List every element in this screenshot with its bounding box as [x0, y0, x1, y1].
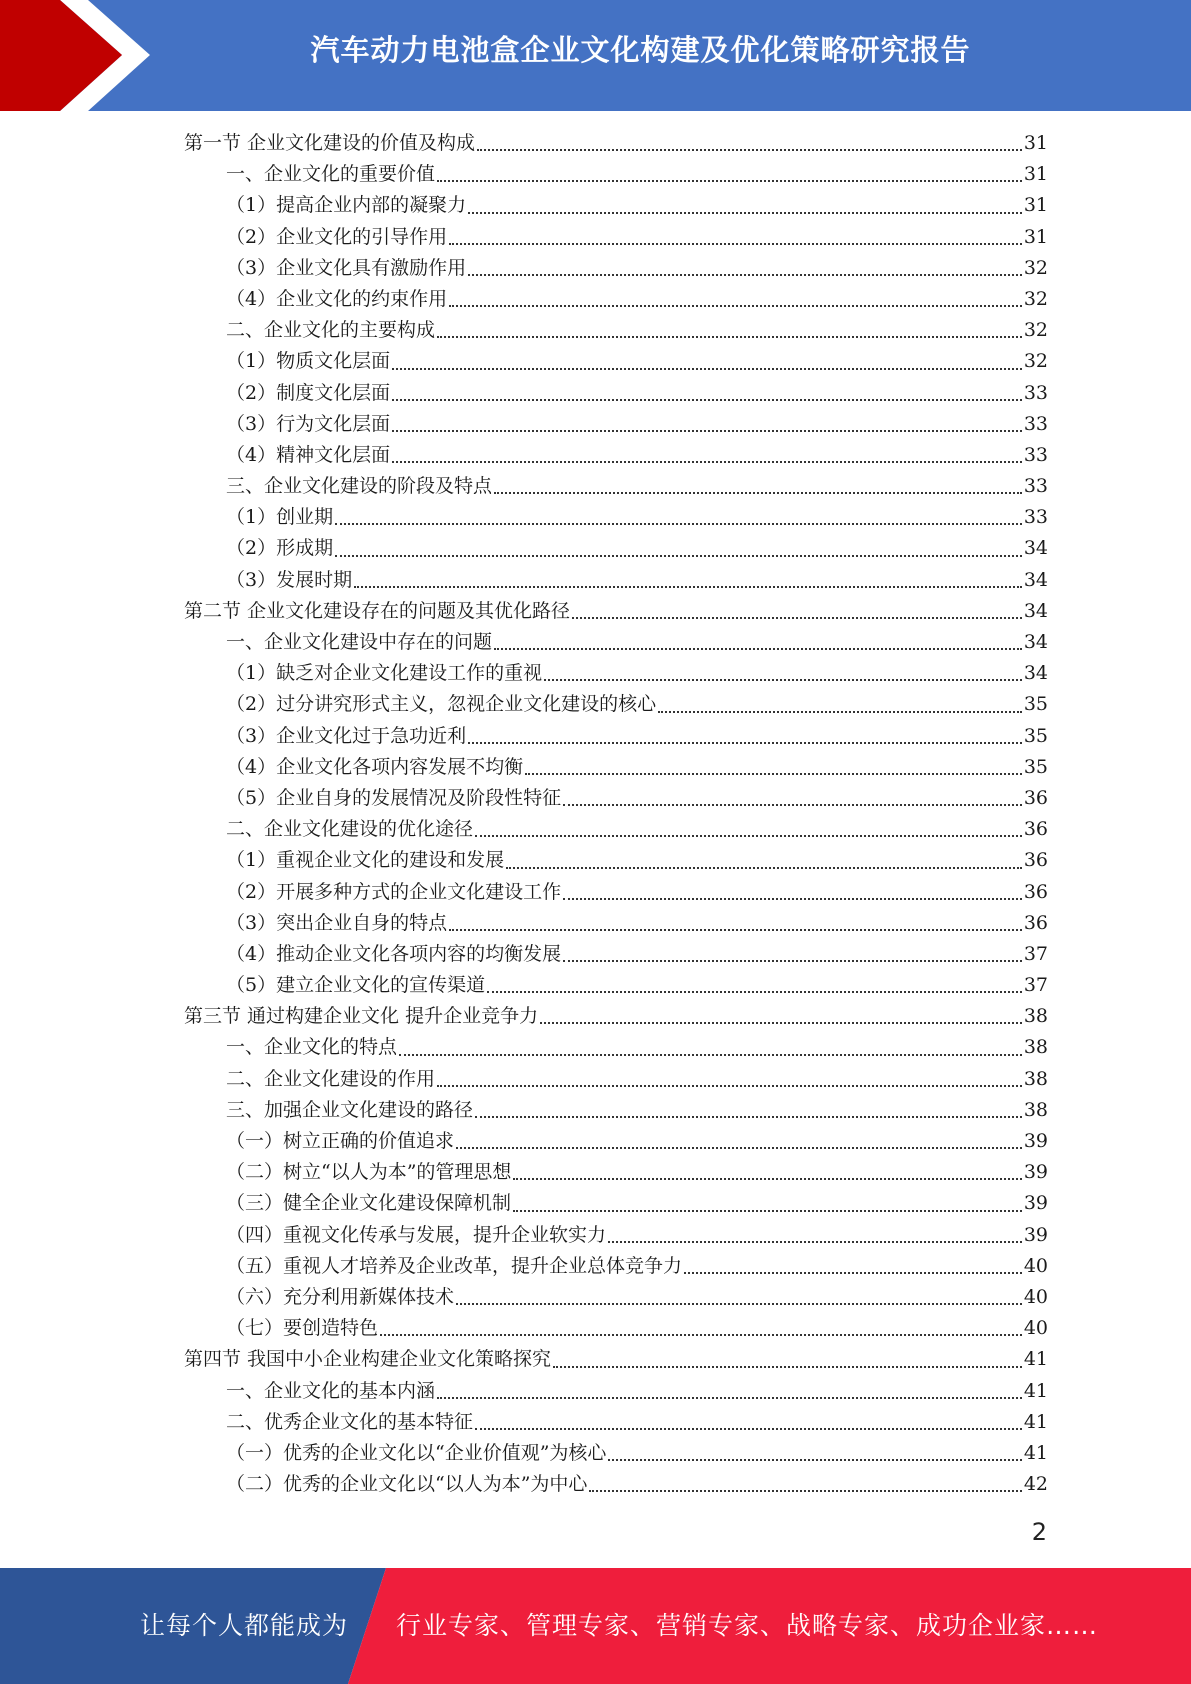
toc-dot-leader	[335, 554, 1022, 557]
toc-entry-title: （2）开展多种方式的企业文化建设工作	[226, 880, 562, 903]
toc-dot-leader	[475, 1115, 1022, 1118]
page-header	[0, 0, 1191, 111]
toc-entry[interactable]	[184, 409, 1048, 440]
toc-entry[interactable]	[184, 845, 1048, 876]
toc-entry[interactable]	[184, 1095, 1048, 1126]
toc-dot-leader	[684, 1271, 1022, 1274]
toc-entry-title: （2）制度文化层面	[226, 381, 391, 404]
toc-entry-title: 二、企业文化建设的优化途径	[226, 818, 474, 841]
toc-dot-leader	[494, 491, 1022, 494]
toc-entry-page: 34	[1023, 537, 1048, 560]
toc-entry-title: 二、企业文化的主要构成	[226, 319, 436, 342]
toc-entry-page: 38	[1023, 1005, 1048, 1028]
toc-entry[interactable]	[184, 222, 1048, 253]
toc-entry-title: （3）企业文化过于急功近利	[226, 724, 467, 747]
toc-entry[interactable]	[184, 440, 1048, 471]
toc-entry[interactable]	[184, 939, 1048, 970]
toc-dot-leader	[563, 803, 1022, 806]
toc-entry-page: 41	[1023, 1441, 1048, 1464]
toc-entry[interactable]	[184, 627, 1048, 658]
toc-entry-title: （四）重视文化传承与发展，提升企业软实力	[226, 1223, 607, 1246]
toc-entry-title: 三、加强企业文化建设的路径	[226, 1098, 474, 1121]
toc-entry-page: 33	[1023, 506, 1048, 529]
toc-entry[interactable]	[184, 128, 1048, 159]
toc-dot-leader	[437, 335, 1022, 338]
toc-entry-page: 36	[1023, 880, 1048, 903]
toc-entry[interactable]	[184, 1469, 1048, 1500]
toc-entry[interactable]	[184, 253, 1048, 284]
toc-dot-leader	[608, 1240, 1022, 1243]
toc-entry-title: 一、企业文化的特点	[226, 1036, 398, 1059]
toc-entry[interactable]	[184, 1064, 1048, 1095]
toc-entry-page: 31	[1023, 225, 1048, 248]
toc-entry-page: 35	[1023, 693, 1048, 716]
toc-entry-title: （3）突出企业自身的特点	[226, 911, 448, 934]
toc-entry[interactable]	[184, 783, 1048, 814]
toc-dot-leader	[437, 1084, 1022, 1087]
document-title: 汽车动力电池盒企业文化构建及优化策略研究报告	[310, 33, 971, 67]
toc-entry-page: 39	[1023, 1223, 1048, 1246]
toc-dot-leader	[335, 522, 1022, 525]
toc-entry[interactable]	[184, 814, 1048, 845]
toc-entry-title: （2）企业文化的引导作用	[226, 225, 448, 248]
table-of-contents	[184, 128, 1048, 1500]
toc-dot-leader	[456, 1146, 1022, 1149]
toc-entry[interactable]	[184, 190, 1048, 221]
toc-entry-title: 三、企业文化建设的阶段及特点	[226, 475, 493, 498]
toc-entry[interactable]	[184, 658, 1048, 689]
toc-dot-leader	[572, 616, 1022, 619]
toc-entry-title: （2）形成期	[226, 537, 334, 560]
toc-entry-page: 41	[1023, 1348, 1048, 1371]
toc-entry-title: （3）企业文化具有激励作用	[226, 256, 467, 279]
toc-entry-page: 38	[1023, 1036, 1048, 1059]
toc-dot-leader	[506, 866, 1022, 869]
toc-entry-title: （3）发展时期	[226, 568, 353, 591]
toc-dot-leader	[354, 585, 1022, 588]
toc-entry-title: （5）企业自身的发展情况及阶段性特征	[226, 786, 562, 809]
toc-dot-leader	[525, 772, 1022, 775]
toc-entry[interactable]	[184, 1126, 1048, 1157]
toc-entry-page: 31	[1023, 194, 1048, 217]
page-footer	[0, 1568, 1191, 1684]
toc-entry-title: （六）充分利用新媒体技术	[226, 1285, 455, 1308]
toc-entry[interactable]	[184, 346, 1048, 377]
toc-entry-title: （3）行为文化层面	[226, 412, 391, 435]
toc-entry-page: 36	[1023, 911, 1048, 934]
toc-dot-leader	[477, 148, 1022, 151]
toc-dot-leader	[563, 959, 1022, 962]
toc-entry-page: 32	[1023, 319, 1048, 342]
toc-entry-page: 40	[1023, 1317, 1048, 1340]
toc-dot-leader	[494, 647, 1022, 650]
toc-entry-title: 二、企业文化建设的作用	[226, 1067, 436, 1090]
toc-dot-leader	[553, 1365, 1022, 1368]
toc-entry-page: 36	[1023, 818, 1048, 841]
toc-entry-page: 32	[1023, 256, 1048, 279]
toc-entry-page: 32	[1023, 350, 1048, 373]
toc-entry[interactable]	[184, 1188, 1048, 1219]
toc-entry[interactable]	[184, 378, 1048, 409]
toc-entry-title: （五）重视人才培养及企业改革，提升企业总体竞争力	[226, 1254, 683, 1277]
toc-entry[interactable]	[184, 565, 1048, 596]
toc-entry-page: 40	[1023, 1254, 1048, 1277]
toc-dot-leader	[468, 211, 1022, 214]
toc-entry[interactable]	[184, 1282, 1048, 1313]
toc-entry-page: 33	[1023, 475, 1048, 498]
toc-entry-page: 38	[1023, 1098, 1048, 1121]
toc-entry-title: （4）精神文化层面	[226, 443, 391, 466]
toc-entry[interactable]	[184, 1344, 1048, 1375]
toc-entry[interactable]	[184, 1220, 1048, 1251]
toc-entry-page: 33	[1023, 381, 1048, 404]
toc-entry-page: 36	[1023, 849, 1048, 872]
toc-entry[interactable]	[184, 284, 1048, 315]
toc-dot-leader	[540, 1021, 1022, 1024]
toc-entry-page: 39	[1023, 1130, 1048, 1152]
toc-entry-title: （1）物质文化层面	[226, 350, 391, 373]
toc-dot-leader	[437, 1396, 1022, 1399]
toc-dot-leader	[456, 1302, 1022, 1305]
toc-dot-leader	[392, 367, 1022, 370]
toc-dot-leader	[468, 741, 1022, 744]
toc-entry[interactable]	[184, 471, 1048, 502]
toc-entry-page: 34	[1023, 631, 1048, 653]
toc-entry-page: 37	[1023, 942, 1048, 965]
toc-entry[interactable]	[184, 908, 1048, 939]
toc-entry-title: 第二节 企业文化建设存在的问题及其优化路径	[184, 599, 571, 622]
toc-entry[interactable]	[184, 1407, 1048, 1438]
toc-dot-leader	[392, 429, 1022, 432]
toc-entry-page: 34	[1023, 599, 1048, 622]
toc-entry-title: （1）重视企业文化的建设和发展	[226, 849, 505, 872]
footer-slogan-right: 行业专家、管理专家、营销专家、战略专家、成功企业家……	[396, 1611, 1099, 1640]
toc-dot-leader	[513, 1177, 1021, 1180]
toc-entry-title: （七）要创造特色	[226, 1317, 379, 1340]
toc-entry[interactable]	[184, 502, 1048, 533]
toc-entry[interactable]	[184, 1001, 1048, 1032]
toc-entry-page: 41	[1023, 1379, 1048, 1402]
toc-entry[interactable]	[184, 970, 1048, 1001]
toc-dot-leader	[392, 398, 1022, 401]
toc-entry-title: （三）健全企业文化建设保障机制	[226, 1192, 512, 1215]
toc-entry-title: 一、企业文化建设中存在的问题	[226, 631, 493, 653]
toc-dot-leader	[487, 990, 1022, 993]
toc-entry-page: 33	[1023, 443, 1048, 466]
toc-entry[interactable]	[184, 1032, 1048, 1063]
toc-dot-leader	[513, 1209, 1022, 1212]
toc-dot-leader	[563, 897, 1022, 900]
toc-entry[interactable]	[184, 533, 1048, 564]
toc-entry-title: （二）树立“以人为本”的管理思想	[226, 1161, 512, 1184]
toc-entry-page: 38	[1023, 1067, 1048, 1090]
toc-entry-title: （一）优秀的企业文化以“企业价值观”为核心	[226, 1441, 607, 1464]
toc-dot-leader	[399, 1053, 1022, 1056]
toc-entry-title: （4）企业文化各项内容发展不均衡	[226, 755, 524, 778]
toc-entry-page: 31	[1023, 163, 1048, 186]
toc-dot-leader	[449, 242, 1022, 245]
toc-entry[interactable]	[184, 1438, 1048, 1469]
toc-entry-page: 40	[1023, 1285, 1048, 1308]
toc-entry[interactable]	[184, 596, 1048, 627]
toc-entry[interactable]	[184, 689, 1048, 720]
toc-dot-leader	[449, 304, 1022, 307]
toc-entry-title: 一、企业文化的重要价值	[226, 163, 436, 186]
toc-entry-title: 第三节 通过构建企业文化 提升企业竞争力	[184, 1005, 539, 1028]
toc-entry[interactable]	[184, 752, 1048, 783]
toc-entry-title: 一、企业文化的基本内涵	[226, 1379, 436, 1402]
toc-entry-page: 33	[1023, 412, 1048, 435]
toc-entry[interactable]	[184, 315, 1048, 346]
toc-entry-title: （一）树立正确的价值追求	[226, 1130, 455, 1152]
toc-dot-leader	[475, 834, 1022, 837]
toc-entry-page: 34	[1023, 662, 1048, 685]
toc-entry[interactable]	[184, 1157, 1048, 1188]
page-number: 2	[1031, 1518, 1047, 1546]
toc-entry-page: 39	[1023, 1192, 1048, 1215]
toc-dot-leader	[589, 1489, 1021, 1492]
toc-entry-title: （二）优秀的企业文化以“以人为本”为中心	[226, 1473, 588, 1496]
toc-entry[interactable]	[184, 1251, 1048, 1282]
toc-dot-leader	[380, 1333, 1022, 1336]
toc-entry-page: 42	[1023, 1473, 1048, 1496]
toc-entry-title: 第一节 企业文化建设的价值及构成	[184, 132, 476, 154]
toc-entry[interactable]	[184, 1313, 1048, 1344]
toc-entry-page: 36	[1023, 786, 1048, 809]
toc-entry-page: 35	[1023, 724, 1048, 747]
toc-entry[interactable]	[184, 877, 1048, 908]
toc-entry-page: 37	[1023, 974, 1048, 997]
toc-entry-page: 39	[1023, 1161, 1048, 1184]
toc-entry-page: 35	[1023, 755, 1048, 778]
footer-slogan-left: 让每个人都能成为	[140, 1611, 349, 1640]
toc-entry-title: 二、优秀企业文化的基本特征	[226, 1410, 474, 1433]
toc-entry-title: （4）企业文化的约束作用	[226, 287, 448, 310]
toc-dot-leader	[437, 179, 1022, 182]
toc-dot-leader	[468, 273, 1022, 276]
toc-entry[interactable]	[184, 721, 1048, 752]
toc-dot-leader	[544, 678, 1022, 681]
toc-entry[interactable]	[184, 159, 1048, 190]
toc-entry[interactable]	[184, 1376, 1048, 1407]
toc-entry-title: （5）建立企业文化的宣传渠道	[226, 974, 486, 997]
toc-dot-leader	[475, 1427, 1022, 1430]
toc-dot-leader	[658, 710, 1022, 713]
toc-dot-leader	[449, 928, 1022, 931]
toc-entry-title: （1）创业期	[226, 506, 334, 529]
toc-dot-leader	[392, 460, 1022, 463]
toc-entry-title: （1）提高企业内部的凝聚力	[226, 194, 467, 217]
toc-entry-title: （2）过分讲究形式主义，忽视企业文化建设的核心	[226, 693, 657, 716]
toc-entry-page: 41	[1023, 1410, 1048, 1433]
toc-dot-leader	[608, 1458, 1021, 1461]
toc-entry-page: 31	[1023, 132, 1048, 154]
toc-entry-title: （4）推动企业文化各项内容的均衡发展	[226, 942, 562, 965]
toc-entry-page: 32	[1023, 287, 1048, 310]
toc-entry-title: （1）缺乏对企业文化建设工作的重视	[226, 662, 543, 685]
toc-entry-page: 34	[1023, 568, 1048, 591]
toc-entry-title: 第四节 我国中小企业构建企业文化策略探究	[184, 1348, 552, 1371]
